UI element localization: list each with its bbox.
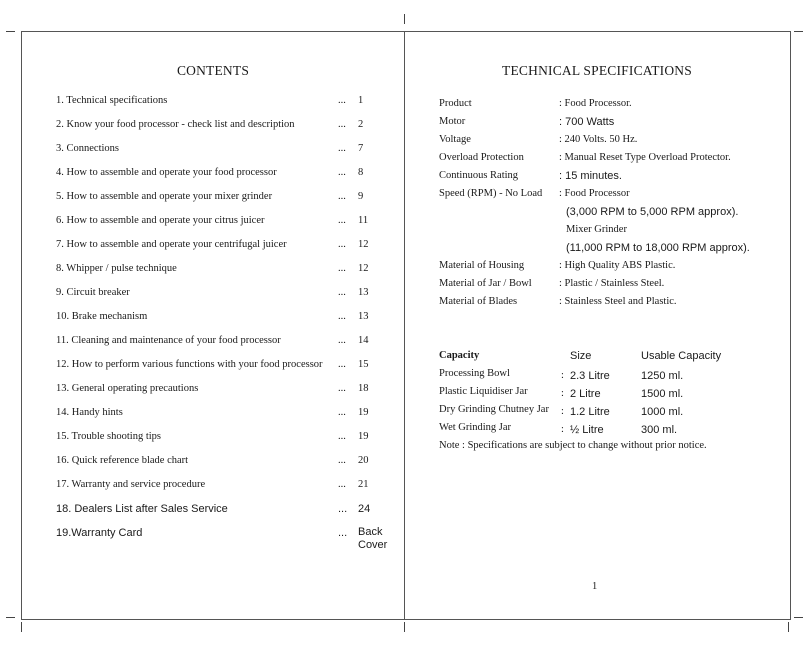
capacity-colon: :: [561, 388, 564, 399]
toc-item-label: 5. How to assemble and operate your mixer grinder: [56, 191, 273, 202]
capacity-label: Plastic Liquidiser Jar: [439, 386, 528, 397]
toc-item-dots: ...: [338, 335, 346, 346]
toc-item-page: 14: [358, 335, 369, 346]
toc-item-dots: ...: [338, 431, 346, 442]
crop-mark-top-right-h: [794, 31, 803, 32]
toc-item-page: 2: [358, 119, 364, 130]
toc-item-dots: ...: [338, 311, 346, 322]
capacity-size: ½ Litre: [570, 424, 604, 436]
toc-item-page: 20: [358, 455, 369, 466]
toc-item-page: 12: [358, 263, 369, 274]
toc-item-label: 14. Handy hints: [56, 407, 123, 418]
toc-item-label: 3. Connections: [56, 143, 119, 154]
spec-value: : Manual Reset Type Overload Protector.: [559, 152, 731, 163]
toc-item-label: 16. Quick reference blade chart: [56, 455, 189, 466]
toc-item: [56, 188, 396, 212]
spec-title: TECHNICAL SPECIFICATIONS: [502, 63, 692, 78]
spec-value: : 15 minutes.: [559, 170, 622, 182]
capacity-label: Processing Bowl: [439, 368, 510, 379]
toc-item-label: 15. Trouble shooting tips: [56, 431, 162, 442]
crop-mark-bottom-left-h: [6, 617, 15, 618]
toc-item-label: 17. Warranty and service procedure: [56, 479, 206, 490]
spec-key: Speed (RPM) - No Load: [439, 188, 543, 199]
spec-value: : Stainless Steel and Plastic.: [559, 296, 677, 307]
toc-item-dots: ...: [338, 119, 346, 130]
capacity-row: [439, 420, 779, 438]
spec-key: Material of Blades: [439, 296, 518, 307]
crop-mark-bottom-left-v: [21, 622, 22, 632]
toc-item: [56, 92, 396, 116]
toc-item-page: 21: [358, 479, 369, 490]
toc-item: [56, 524, 396, 551]
toc-item-page: 24: [358, 503, 371, 515]
spec-key: Material of Housing: [439, 260, 525, 271]
spec-row: [439, 294, 779, 312]
spec-row: [439, 258, 779, 276]
crop-mark-bottom-right-v: [788, 622, 789, 632]
toc-item-label: 12. How to perform various functions with your food processor: [56, 359, 323, 370]
spec-row: [439, 168, 779, 186]
toc-item-dots: ...: [338, 263, 346, 274]
toc-item-dots: ...: [338, 383, 346, 394]
capacity-colon: :: [561, 370, 564, 381]
spec-row: [439, 114, 779, 132]
toc-item-label: 2. Know your food processor - check list and description: [56, 119, 295, 130]
toc-item: [56, 212, 396, 236]
page-number: 1: [592, 581, 598, 592]
toc-item-dots: ...: [338, 407, 346, 418]
capacity-row: [439, 384, 779, 402]
toc-item-dots: ...: [338, 143, 346, 154]
toc-item-dots: ...: [338, 359, 346, 370]
capacity-size: 1.2 Litre: [570, 406, 610, 418]
capacity-usable: 1250 ml.: [641, 370, 684, 382]
spec-value: Mixer Grinder: [566, 224, 627, 235]
spec-key: Material of Jar / Bowl: [439, 278, 532, 289]
toc-item-page: 1: [358, 95, 364, 106]
crop-mark-top-left-h: [6, 31, 15, 32]
spec-key: Overload Protection: [439, 152, 524, 163]
toc-item-page: 18: [358, 383, 369, 394]
toc-item: [56, 380, 396, 404]
capacity-row: [439, 402, 779, 420]
spec-value: : 700 Watts: [559, 116, 615, 128]
toc-item-label: 19.Warranty Card: [56, 527, 143, 539]
toc-item: [56, 428, 396, 452]
crop-mark-bottom-center-v: [404, 622, 405, 632]
toc-item-dots: ...: [338, 239, 346, 250]
capacity-usable: 300 ml.: [641, 424, 678, 436]
toc-item-page: 13: [358, 287, 369, 298]
spec-row: [439, 222, 779, 240]
spec-row: [439, 276, 779, 294]
spec-row: [439, 96, 779, 114]
spec-key: Voltage: [439, 134, 471, 145]
capacity-size: 2.3 Litre: [570, 370, 610, 382]
crop-mark-bottom-right-h: [794, 617, 803, 618]
toc-item-page: 19: [358, 431, 369, 442]
toc-item-dots: ...: [338, 287, 346, 298]
spec-key: Continuous Rating: [439, 170, 519, 181]
spec-key: Product: [439, 98, 472, 109]
crop-mark-top-center-v: [404, 14, 405, 24]
capacity-size: 2 Litre: [570, 388, 601, 400]
toc-item-page: 9: [358, 191, 364, 202]
spec-value: : 240 Volts. 50 Hz.: [559, 134, 638, 145]
spec-value: : High Quality ABS Plastic.: [559, 260, 676, 271]
spec-value: (3,000 RPM to 5,000 RPM approx).: [566, 206, 739, 218]
spec-value: : Plastic / Stainless Steel.: [559, 278, 665, 289]
spec-list: [439, 96, 779, 312]
toc-item-label: 4. How to assemble and operate your food processor: [56, 167, 277, 178]
toc-item: [56, 452, 396, 476]
toc-item-page: 11: [358, 215, 369, 226]
toc-item-dots: ...: [338, 527, 348, 539]
contents-title: CONTENTS: [176, 63, 250, 78]
capacity-header-size: Size: [570, 350, 592, 362]
toc-item-page: 19: [358, 407, 369, 418]
capacity-usable: 1000 ml.: [641, 406, 684, 418]
spec-row: [439, 186, 779, 204]
toc-item-label: 10. Brake mechanism: [56, 311, 148, 322]
toc-item-dots: ...: [338, 503, 348, 515]
capacity-row: [439, 366, 779, 384]
capacity-colon: :: [561, 406, 564, 417]
spec-key: Motor: [439, 116, 466, 127]
toc-item-page: 12: [358, 239, 369, 250]
spec-row: [439, 132, 779, 150]
capacity-label: Dry Grinding Chutney Jar: [439, 404, 549, 415]
capacity-label: Wet Grinding Jar: [439, 422, 512, 433]
toc-item-label: 11. Cleaning and maintenance of your food processor: [56, 335, 281, 346]
toc-item-page: 15: [358, 359, 369, 370]
spec-value: : Food Processor.: [559, 98, 632, 109]
toc-item-page: 7: [358, 143, 364, 154]
toc-item-dots: ...: [338, 167, 346, 178]
toc-item: [56, 332, 396, 356]
toc-item-label: 8. Whipper / pulse technique: [56, 263, 177, 274]
toc-item: [56, 356, 396, 380]
toc-item: [56, 308, 396, 332]
toc-item: [56, 140, 396, 164]
toc-item-label: 1. Technical specifications: [56, 95, 168, 106]
toc-item-dots: ...: [338, 95, 346, 106]
toc-item-label: 6. How to assemble and operate your citrus juicer: [56, 215, 265, 226]
capacity-colon: :: [561, 424, 564, 435]
toc-item-label: 13. General operating precautions: [56, 383, 199, 394]
table-of-contents: [56, 92, 396, 551]
toc-item: [56, 236, 396, 260]
capacity-header-usable: Usable Capacity: [641, 350, 722, 362]
spec-value: (11,000 RPM to 18,000 RPM approx).: [566, 242, 750, 254]
toc-item-label: 7. How to assemble and operate your centrifugal juicer: [56, 239, 287, 250]
spec-value: : Food Processor: [559, 188, 630, 199]
spec-row: [439, 240, 779, 258]
toc-item: [56, 260, 396, 284]
toc-item-page: 13: [358, 311, 369, 322]
toc-item-dots: ...: [338, 191, 346, 202]
page-divider: [404, 31, 405, 619]
toc-item-label: 9. Circuit breaker: [56, 287, 130, 298]
toc-item: [56, 404, 396, 428]
toc-item: [56, 164, 396, 188]
toc-item: [56, 284, 396, 308]
spec-note: Note : Specifications are subject to change without prior notice.: [439, 440, 707, 451]
toc-item: [56, 500, 396, 524]
toc-item-label: 18. Dealers List after Sales Service: [56, 503, 228, 515]
toc-item-dots: ...: [338, 479, 346, 490]
toc-item-page: 8: [358, 167, 364, 178]
capacity-table: [439, 348, 779, 438]
toc-item: [56, 116, 396, 140]
toc-item-dots: ...: [338, 455, 346, 466]
toc-item-dots: ...: [338, 215, 346, 226]
spec-row: [439, 150, 779, 168]
toc-item: [56, 476, 396, 500]
toc-item-page: Back Cover: [358, 526, 388, 551]
capacity-usable: 1500 ml.: [641, 388, 684, 400]
capacity-header: [439, 348, 779, 366]
spec-row: [439, 204, 779, 222]
capacity-header-label: Capacity: [439, 350, 480, 361]
